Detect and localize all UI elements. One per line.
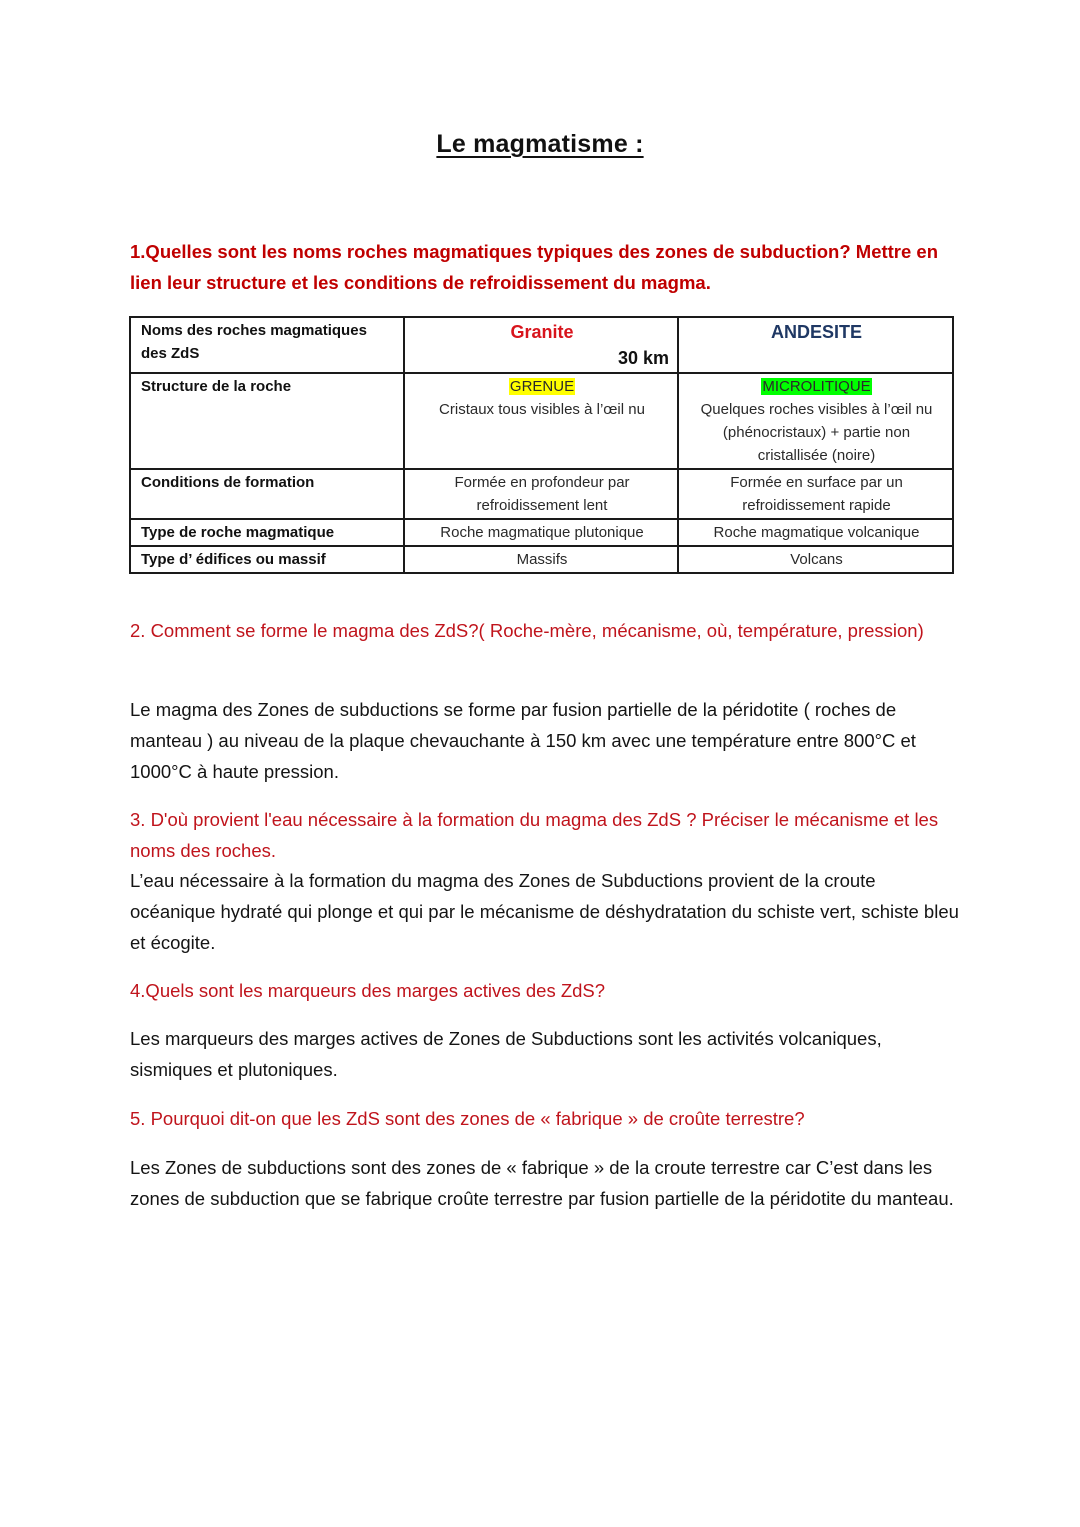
grenue-tag: GRENUE <box>509 378 575 395</box>
granite-conditions: Formée en profondeur par refroidissement lent <box>404 469 678 519</box>
granite-structure-text: Cristaux tous visibles à l’œil nu <box>439 401 645 418</box>
question-3: 3. D'où provient l'eau nécessaire à la formation du magma des ZdS ? Préciser le mécanisme et les noms des roches. <box>130 809 939 861</box>
answer-5: Les Zones de subductions sont des zones de « fabrique » de la croute terrestre car C’est dans les zones de subduction que se fabrique croûte terrestre par fusion partielle de la péridotite du manteau. <box>130 1157 954 1209</box>
page-title <box>0 130 1080 159</box>
answer-3: L’eau nécessaire à la formation du magma des Zones de Subductions provient de la croute océanique hydraté qui plonge et qui par le mécanisme de déshydratation du schiste vert, schiste bleu et écogite. <box>130 870 959 953</box>
andesite-edifice: Volcans <box>678 546 953 573</box>
granite-edifice: Massifs <box>404 546 678 573</box>
row-label: Structure de la roche <box>130 373 404 469</box>
andesite-name: ANDESITE <box>770 322 862 342</box>
question-2: 2. Comment se forme le magma des ZdS?( Roche-mère, mécanisme, où, température, pression) <box>130 620 924 641</box>
andesite-conditions: Formée en surface par un refroidissement rapide <box>678 469 953 519</box>
answer-2: Le magma des Zones de subductions se forme par fusion partielle de la péridotite ( roches de manteau ) au niveau de la plaque chevauchante à 150 km avec une température entre 800°C et 1000°C à haute pression. <box>130 699 916 782</box>
table-row-type <box>130 519 953 546</box>
question-5: 5. Pourquoi dit-on que les ZdS sont des zones de « fabrique » de croûte terrestre? <box>130 1108 805 1129</box>
granite-depth: 30 km <box>617 348 669 368</box>
question-4: 4.Quels sont les marqueurs des marges actives des ZdS? <box>130 980 606 1001</box>
rock-comparison-table <box>129 316 954 574</box>
row-label: Conditions de formation <box>130 469 404 519</box>
andesite-type: Roche magmatique volcanique <box>678 519 953 546</box>
row-label: Noms des roches magmatiques des ZdS <box>130 317 404 373</box>
granite-structure-cell <box>404 373 678 469</box>
granite-type: Roche magmatique plutonique <box>404 519 678 546</box>
row-label: Type d’ édifices ou massif <box>130 546 404 573</box>
table-row-edifices <box>130 546 953 573</box>
answer-4: Les marqueurs des marges actives de Zones de Subductions sont les activités volcaniques, sismiques et plutoniques. <box>130 1028 882 1080</box>
granite-name: Granite <box>510 322 574 342</box>
table-row-structure <box>130 373 953 469</box>
row-label: Type de roche magmatique <box>130 519 404 546</box>
andesite-structure-text: Quelques roches visibles à l’œil nu (phénocristaux) + partie non cristallisée (noire) <box>700 401 933 464</box>
granite-cell <box>404 317 678 373</box>
andesite-structure-cell <box>678 373 953 469</box>
page-title-text: Le magmatisme : <box>436 130 644 158</box>
andesite-cell <box>678 317 953 373</box>
microlitique-tag: MICROLITIQUE <box>762 378 871 395</box>
table-row-names <box>130 317 953 373</box>
table-row-conditions <box>130 469 953 519</box>
question-1: 1.Quelles sont les noms roches magmatiques typiques des zones de subduction? Mettre en lien leur structure et les conditions de refroidissement du magma. <box>130 241 939 293</box>
